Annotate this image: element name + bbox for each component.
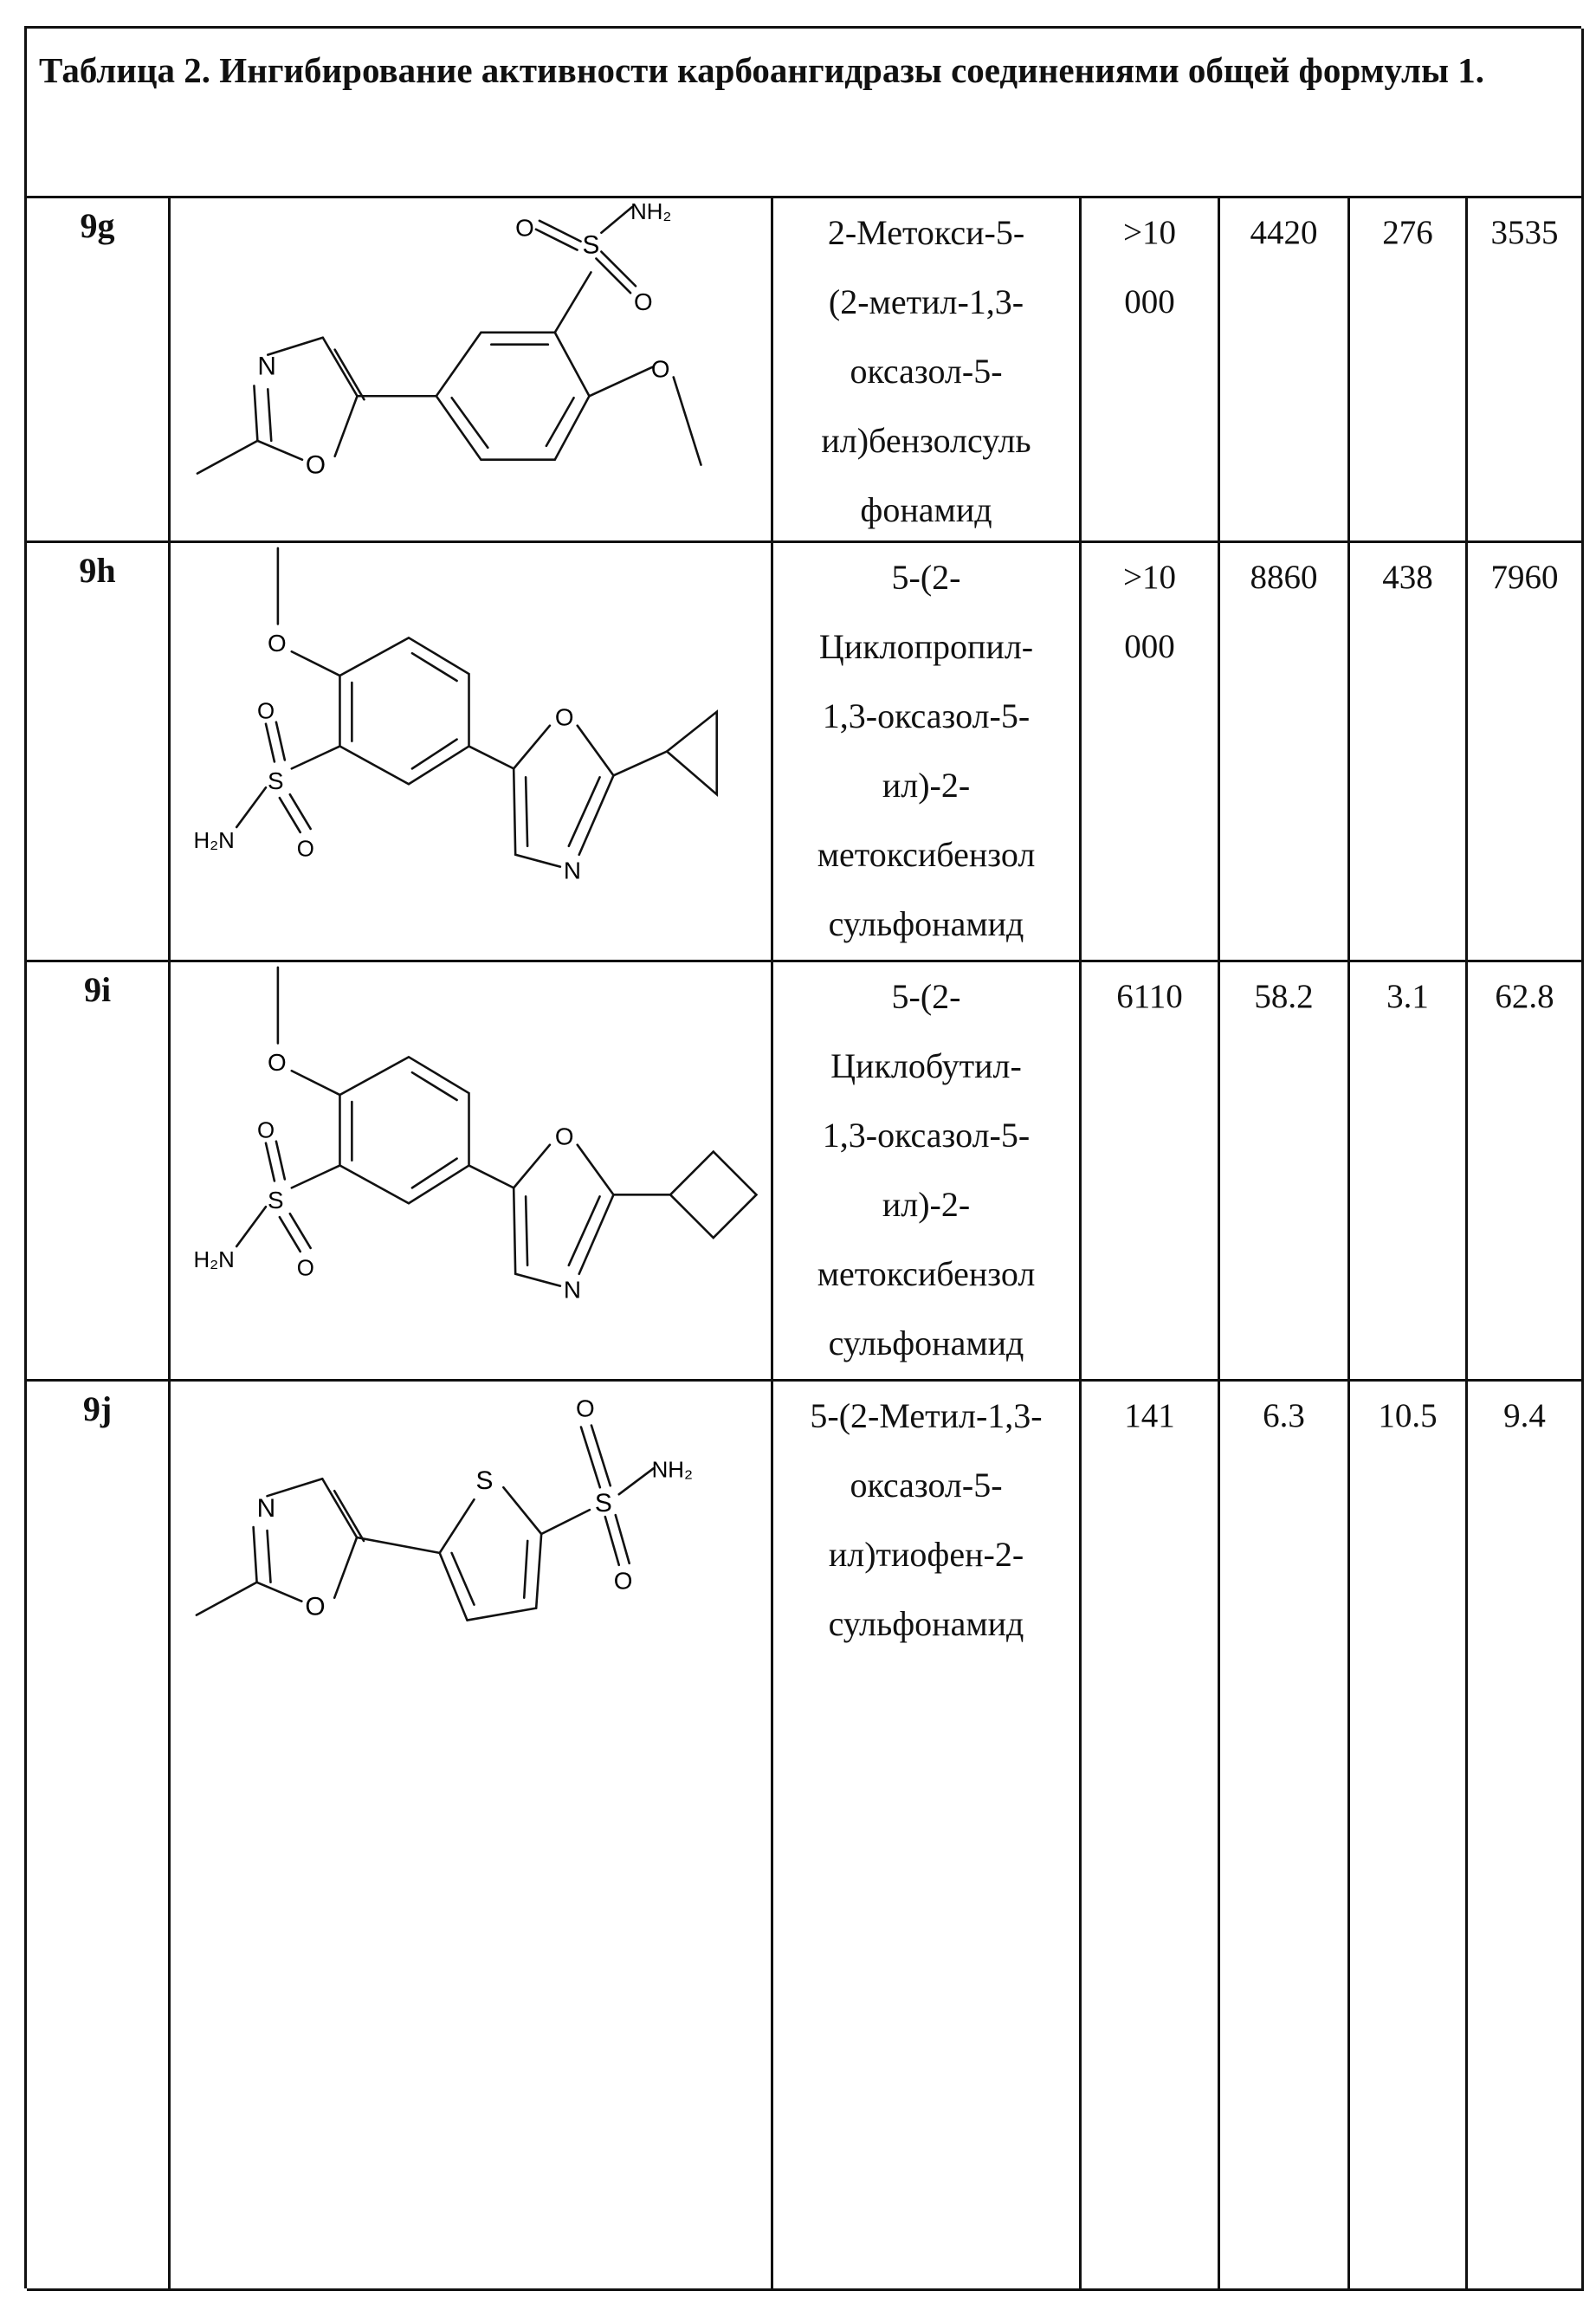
name-line: 5-(2-Метил-1,3- xyxy=(810,1396,1043,1435)
atom-label: N xyxy=(257,352,276,381)
name-line: метоксибензол xyxy=(817,835,1036,874)
atom-label: O xyxy=(267,630,287,657)
value-line: 9.4 xyxy=(1503,1397,1546,1434)
value-cell xyxy=(1468,1382,1584,2291)
atom-label: N xyxy=(563,1276,581,1304)
compound-id: 9j xyxy=(27,1382,171,2291)
name-line: ил)-2- xyxy=(882,766,971,805)
name-line: ил)бензолсуль xyxy=(821,421,1031,460)
name-line: ил)тиофен-2- xyxy=(828,1535,1024,1574)
sulfonamide-structure-icon xyxy=(171,198,771,540)
atom-label: O xyxy=(554,703,574,731)
name-line: сульфонамид xyxy=(828,904,1024,943)
value-line: 3.1 xyxy=(1386,978,1429,1015)
atom-label: S xyxy=(582,230,600,260)
atom-label: H₂N xyxy=(193,828,235,853)
structure-cell xyxy=(171,543,773,962)
value-line: 6110 xyxy=(1116,978,1183,1015)
value-line: >10 xyxy=(1123,214,1176,251)
name-line: 5-(2- xyxy=(891,977,961,1016)
value-line: 141 xyxy=(1124,1397,1175,1434)
atom-label: NH₂ xyxy=(651,1458,694,1483)
value-cell xyxy=(1220,962,1350,1382)
compound-name xyxy=(773,962,1082,1382)
value-cell xyxy=(1468,962,1584,1382)
atom-label: O xyxy=(296,1256,314,1281)
atom-label: O xyxy=(650,355,670,383)
structure-cell xyxy=(171,1382,773,2291)
value-cell xyxy=(1468,543,1584,962)
value-line: 000 xyxy=(1124,628,1175,665)
value-line: 3535 xyxy=(1490,214,1559,251)
atom-label: O xyxy=(554,1123,574,1150)
compound-name xyxy=(773,1382,1082,2291)
value-line: 438 xyxy=(1382,559,1433,596)
atom-label: H₂N xyxy=(193,1247,235,1272)
atom-label: O xyxy=(305,450,326,480)
atom-label: N xyxy=(563,857,581,884)
atom-label: O xyxy=(305,1592,326,1621)
value-cell xyxy=(1082,198,1220,543)
value-cell xyxy=(1468,198,1584,543)
sulfonamide-structure-icon xyxy=(171,1382,771,2288)
atom-label: O xyxy=(257,699,275,724)
atom-label: S xyxy=(267,767,284,795)
name-line: Циклобутил- xyxy=(830,1046,1022,1085)
table-title: Таблица 2. Ингибирование активности карбоангидразы соединениями общей формулы 1. xyxy=(27,29,1584,198)
name-line: Циклопропил- xyxy=(818,627,1034,666)
name-line: 5-(2- xyxy=(891,558,961,597)
value-cell xyxy=(1350,543,1468,962)
value-cell xyxy=(1082,962,1220,1382)
atom-label: O xyxy=(515,214,534,242)
atom-label: O xyxy=(575,1395,595,1422)
name-line: 2-Метокси-5- xyxy=(827,213,1025,252)
name-line: 1,3-оксазол-5- xyxy=(822,1116,1031,1155)
atom-label: NH₂ xyxy=(630,199,672,224)
compound-id: 9h xyxy=(27,543,171,962)
name-line: 1,3-оксазол-5- xyxy=(822,696,1031,735)
value-cell xyxy=(1220,543,1350,962)
value-line: 62.8 xyxy=(1495,978,1554,1015)
atom-label: S xyxy=(267,1187,284,1214)
name-line: оксазол-5- xyxy=(850,1466,1003,1505)
value-cell xyxy=(1082,543,1220,962)
data-table xyxy=(24,26,1581,2288)
name-line: сульфонамид xyxy=(828,1324,1024,1362)
sulfonamide-structure-icon xyxy=(171,962,771,1379)
value-line: 276 xyxy=(1382,214,1433,251)
name-line: фонамид xyxy=(860,490,992,529)
name-line: метоксибензол xyxy=(817,1254,1036,1293)
atom-label: O xyxy=(267,1049,287,1077)
value-line: 58.2 xyxy=(1254,978,1314,1015)
value-line: 8860 xyxy=(1250,559,1318,596)
structure-cell xyxy=(171,198,773,543)
name-line: (2-метил-1,3- xyxy=(828,282,1024,321)
name-line: сульфонамид xyxy=(828,1604,1024,1643)
value-line: 000 xyxy=(1124,283,1175,320)
value-cell xyxy=(1220,1382,1350,2291)
atom-label: S xyxy=(594,1489,612,1518)
atom-label: O xyxy=(634,288,653,316)
compound-id: 9g xyxy=(27,198,171,543)
value-line: 10.5 xyxy=(1378,1397,1438,1434)
value-line: >10 xyxy=(1123,559,1176,596)
compound-name xyxy=(773,543,1082,962)
compound-id: 9i xyxy=(27,962,171,1382)
atom-label: S xyxy=(475,1466,494,1496)
atom-label: N xyxy=(256,1494,276,1524)
value-line: 7960 xyxy=(1490,559,1559,596)
value-line: 4420 xyxy=(1250,214,1318,251)
atom-label: O xyxy=(613,1567,633,1595)
value-line: 6.3 xyxy=(1263,1397,1305,1434)
value-cell xyxy=(1350,962,1468,1382)
atom-label: O xyxy=(296,837,314,862)
compound-name xyxy=(773,198,1082,543)
structure-cell xyxy=(171,962,773,1382)
value-cell xyxy=(1350,1382,1468,2291)
atom-label: O xyxy=(257,1118,275,1143)
name-line: оксазол-5- xyxy=(850,352,1003,391)
value-cell xyxy=(1082,1382,1220,2291)
sulfonamide-structure-icon xyxy=(171,543,771,960)
name-line: ил)-2- xyxy=(882,1185,971,1224)
value-cell xyxy=(1220,198,1350,543)
value-cell xyxy=(1350,198,1468,543)
